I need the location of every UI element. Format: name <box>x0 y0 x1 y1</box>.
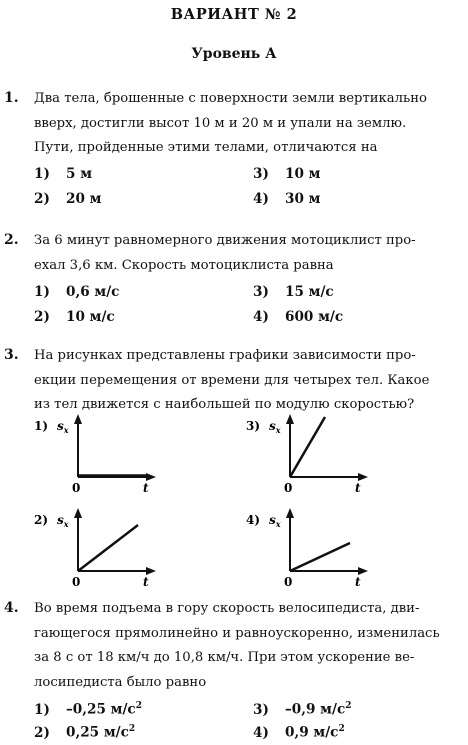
origin-label: 0 <box>72 575 81 589</box>
option-text: 5 м <box>66 166 92 182</box>
graph-label: 2) <box>34 513 49 527</box>
option-label: 3) <box>253 284 269 300</box>
text-line: ехал 3,6 км. Скорость мотоциклиста равна <box>34 257 334 273</box>
question-2-number: 2. <box>4 232 19 248</box>
x-axis-label: t <box>355 481 361 495</box>
y-axis-label: $s_x$ <box>57 419 69 435</box>
option-2[interactable] <box>34 191 101 207</box>
option-3[interactable] <box>253 284 334 300</box>
y-axis-label: $s_x$ <box>269 513 281 529</box>
option-1[interactable] <box>34 284 119 300</box>
question-3-text <box>34 344 462 418</box>
origin-label: 0 <box>72 481 81 495</box>
y-axis-arrow <box>286 414 294 424</box>
option-exponent: 2 <box>338 724 345 734</box>
option-text: –0,25 м/с <box>66 701 136 718</box>
graph-label: 4) <box>246 513 261 527</box>
option-label: 2) <box>34 724 50 741</box>
option-1[interactable] <box>34 701 142 718</box>
x-axis-arrow <box>358 567 368 575</box>
x-axis-arrow <box>358 473 368 481</box>
graph-label: 1) <box>34 419 49 433</box>
option-label: 2) <box>34 191 50 207</box>
graph-2[interactable] <box>30 507 160 592</box>
option-4[interactable] <box>253 309 343 325</box>
text-line: На рисунках представлены графики зависимости про- <box>34 348 416 363</box>
text-line: Два тела, брошенные с поверхности земли вертикально <box>34 91 427 106</box>
graph-label: 3) <box>246 419 261 433</box>
option-label: 2) <box>34 309 50 325</box>
option-label: 1) <box>34 166 50 182</box>
option-exponent: 2 <box>345 701 352 711</box>
text-line: вверх, достигли высот 10 м и 20 м и упали на землю. <box>34 115 407 131</box>
text-line: за 8 с от 18 км/ч до 10,8 км/ч. При этом ускорение ве- <box>34 650 415 665</box>
option-label: 1) <box>34 284 50 300</box>
option-text: 0,25 м/с <box>66 724 129 741</box>
option-label: 4) <box>253 724 269 741</box>
graph-line <box>290 417 325 477</box>
option-4[interactable] <box>253 724 345 741</box>
graph-line <box>78 525 138 571</box>
text-line: лосипедиста было равно <box>34 674 207 690</box>
question-3-number: 3. <box>4 347 19 363</box>
question-1-text <box>34 87 462 161</box>
text-line: Во время подъема в гору скорость велосипедиста, дви- <box>34 601 420 616</box>
option-text: 20 м <box>66 191 102 207</box>
option-3[interactable] <box>253 166 320 182</box>
text-line: из тел движется с наибольшей по модулю скоростью? <box>34 397 415 412</box>
question-2-text <box>34 229 462 278</box>
option-exponent: 2 <box>128 724 136 734</box>
option-text: 0,6 м/с <box>66 284 120 300</box>
option-label: 3) <box>253 701 269 718</box>
option-text: 0,9 м/с <box>285 724 339 741</box>
graph-line <box>290 543 350 571</box>
question-4-text <box>34 597 462 695</box>
x-axis-arrow <box>146 567 156 575</box>
option-text: 15 м/с <box>285 284 334 300</box>
level-title: Уровень А <box>191 46 277 62</box>
text-line: екции перемещения от времени для четырех тел. Какое <box>34 372 430 388</box>
option-1[interactable] <box>34 166 92 182</box>
x-axis-label: t <box>143 481 149 495</box>
option-label: 4) <box>253 191 269 207</box>
option-text: 600 м/с <box>285 309 344 325</box>
option-2[interactable] <box>34 724 135 741</box>
variant-title: ВАРИАНТ № 2 <box>170 6 298 23</box>
text-line: За 6 минут равномерного движения мотоциклист про- <box>34 233 416 248</box>
option-text: –0,9 м/с <box>285 701 346 718</box>
option-3[interactable] <box>253 701 352 718</box>
option-label: 1) <box>34 701 50 718</box>
origin-label: 0 <box>284 481 293 495</box>
option-4[interactable] <box>253 191 320 207</box>
graph-3[interactable] <box>242 413 372 498</box>
option-exponent: 2 <box>135 701 142 711</box>
option-text: 10 м <box>285 166 321 182</box>
y-axis-arrow <box>74 508 82 518</box>
y-axis-arrow <box>286 508 294 518</box>
text-line: гающегося прямолинейно и равноускоренно, изменилась <box>34 625 440 641</box>
option-text: 10 м/с <box>66 309 115 325</box>
question-4-number: 4. <box>4 600 19 616</box>
origin-label: 0 <box>284 575 293 589</box>
option-text: 30 м <box>285 191 321 207</box>
graph-4[interactable] <box>242 507 372 592</box>
y-axis-arrow <box>74 414 82 424</box>
y-axis-label: $s_x$ <box>57 513 69 529</box>
option-label: 3) <box>253 166 269 182</box>
option-label: 4) <box>253 309 269 325</box>
x-axis-label: t <box>355 575 361 589</box>
option-2[interactable] <box>34 309 115 325</box>
text-line: Пути, пройденные этими телами, отличаются на <box>34 140 378 155</box>
y-axis-label: $s_x$ <box>269 419 281 435</box>
graph-1[interactable] <box>30 413 160 498</box>
x-axis-label: t <box>143 575 149 589</box>
question-1-number: 1. <box>4 90 19 106</box>
